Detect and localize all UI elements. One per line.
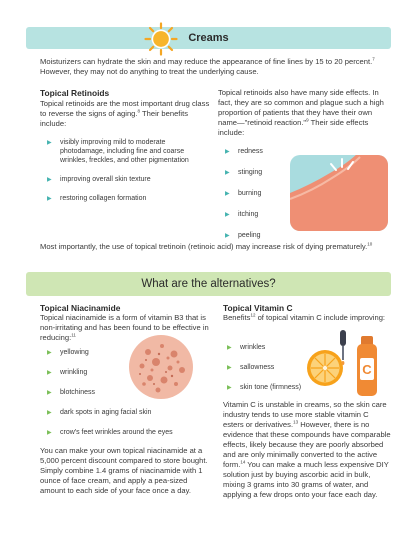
creams-intro: Moisturizers can hydrate the skin and may reduce the appearance of fine lines by 15 to 20 percent.$^7$ However, they may not do anything to treat the underlying cause. — [40, 56, 375, 76]
arrow-icon: ▶ — [47, 370, 52, 376]
vitamin-c-intro: Benefits$^{12}$ of topical vitamin C include improving: — [223, 312, 386, 322]
sun-icon — [144, 22, 178, 56]
alternatives-title: What are the alternatives? — [141, 278, 276, 290]
side-effects-intro: Topical retinoids also have many side effects. In fact, they are so common and plague such a high proportion of patients that they have their own name—"retinoid reaction."$^9$ Their side effects include: — [218, 88, 384, 137]
list-item: ▶ crow's feet wrinkles around the eyes — [47, 429, 173, 436]
list-item: ▶ redness — [225, 148, 263, 155]
retinoid-warning: Most importantly, the use of topical tretinoin (retinoic acid) may increase risk of dying prematurely.$^{10}$ — [40, 241, 373, 251]
list-item: ▶ sallowness — [227, 364, 275, 371]
creams-title: Creams — [188, 32, 229, 44]
arrow-icon: ▶ — [47, 177, 52, 183]
list-item: ▶ wrinkles — [227, 344, 266, 351]
arrow-icon: ▶ — [227, 385, 232, 391]
list-item: ▶ skin tone (firmness) — [227, 384, 302, 391]
list-item: ▶ burning — [225, 190, 262, 197]
list-item: ▶ visibly improving mild to moderate photodamage, including fine and coarse wrinkles, freckles, and other pigmentation — [47, 139, 189, 164]
creams-banner — [26, 27, 391, 49]
vitamin-c-heading: Topical Vitamin C — [223, 303, 293, 313]
list-item: ▶ improving overall skin texture — [47, 176, 151, 183]
retinoids-intro: Topical retinoids are the most important drug class to reverse the signs of aging.$^8$ Their benefits include: — [40, 99, 210, 128]
list-item: ▶ itching — [225, 211, 259, 218]
niacinamide-heading: Topical Niacinamide — [40, 303, 121, 313]
list-item: ▶ stinging — [225, 169, 263, 176]
list-item: ▶ restoring collagen formation — [47, 195, 147, 202]
list-item: ▶ wrinkling — [47, 369, 88, 376]
arrow-icon: ▶ — [47, 196, 52, 202]
vitamin-c-serum-illustration — [305, 328, 387, 398]
alternatives-banner — [26, 272, 391, 296]
list-item: ▶ blotchiness — [47, 389, 96, 396]
retinoid-benefits-list — [47, 138, 212, 203]
arrow-icon: ▶ — [225, 212, 230, 218]
bottle-label: C — [362, 362, 372, 377]
niacinamide-outro: You can make your own topical niacinamide at a 5,000 percent discount compared to store bought. Simply combine 1.4 grams of niacinamide with 1 ounce of face cream, and apply a pea-sized amount to each side of your face once a day. — [40, 446, 208, 495]
vitamin-c-body: Vitamin C is unstable in creams, so the skin care industry tends to use more stable vitamin C esters or derivatives.$^{13}$ However, there is no evidence that these compounds have comparable effects, likely because they are poorly absorbed and are only minimally converted to the active form.$^{14}$ You can make a much less expensive DIY solution just by buying ascorbic acid in bulk, mixing 3 grams into 30 grams of water, and applying a few drops onto your face each day. — [223, 400, 391, 499]
arrow-icon: ▶ — [47, 430, 52, 436]
list-item: ▶ yellowing — [47, 349, 89, 356]
arrow-icon: ▶ — [47, 390, 52, 396]
skin-spots-illustration — [128, 334, 194, 400]
irritated-skin-illustration — [290, 155, 388, 231]
niacinamide-intro: Topical niacinamide is a form of vitamin B3 that is non-irritating and has been found to be effective in reducing:$^{11}$ — [40, 313, 209, 342]
arrow-icon: ▶ — [227, 365, 232, 371]
arrow-icon: ▶ — [225, 170, 230, 176]
arrow-icon: ▶ — [47, 410, 52, 416]
arrow-icon: ▶ — [225, 191, 230, 197]
list-item: ▶ dark spots in aging facial skin — [47, 409, 152, 416]
arrow-icon: ▶ — [225, 233, 230, 239]
list-item: ▶ peeling — [225, 232, 261, 239]
arrow-icon: ▶ — [227, 345, 232, 351]
arrow-icon: ▶ — [47, 140, 52, 146]
arrow-icon: ▶ — [47, 350, 52, 356]
arrow-icon: ▶ — [225, 149, 230, 155]
side-effects-list — [225, 147, 295, 240]
retinoids-heading: Topical Retinoids — [40, 88, 110, 98]
